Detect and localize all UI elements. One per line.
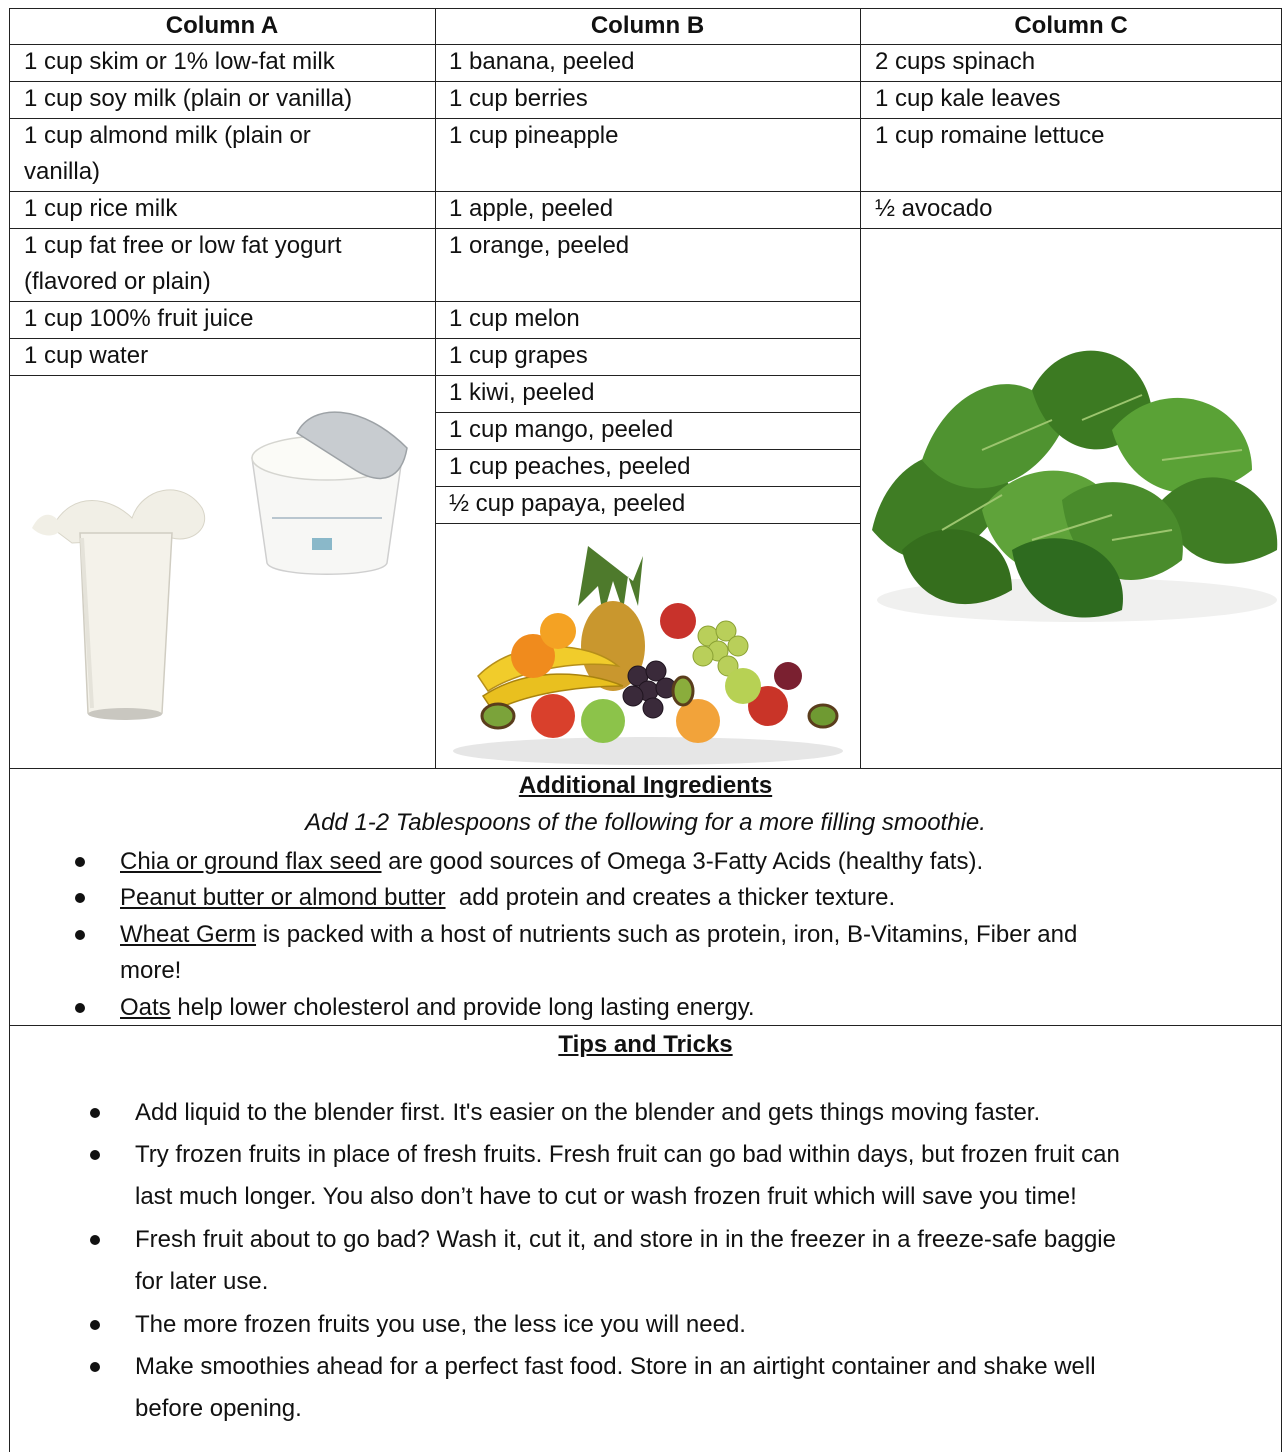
column-b-item: 1 cup mango, peeled [449,416,674,443]
tip-text: The more frozen fruits you use, the less ice you will need. [135,1311,746,1338]
kiwi [673,677,693,705]
list-item [135,1346,1096,1430]
spinach-leaves [872,351,1277,618]
ingredient-term: Oats [120,994,171,1021]
bullet-icon [90,1320,100,1330]
ingredient-term: Wheat Germ [120,921,257,948]
list-item [120,880,895,916]
list-item [135,1134,1120,1218]
list-item [135,1304,746,1346]
red-apple [531,694,575,738]
green-grapes [693,621,748,676]
column-b-item: 1 kiwi, peeled [449,379,595,406]
bullet-icon [75,893,85,903]
ingredient-text: is packed with a host of nutrients such as protein, iron, B-Vitamins, Fiber and [256,921,1078,948]
column-a-item: 1 cup fat free or low fat yogurt [24,232,342,259]
row-rule-c [860,228,1282,229]
column-b-item: ½ cup papaya, peeled [449,490,686,517]
column-c-header: Column C [1014,12,1128,39]
col-divider-ab [435,8,436,768]
orange [540,613,576,649]
kiwi [482,704,514,728]
column-b-item: 1 cup pineapple [449,122,619,149]
bullet-icon [75,857,85,867]
list-item [120,844,983,880]
column-b-item: 1 cup melon [449,305,580,332]
bullet-icon [75,930,85,940]
additional-ingredients-subtitle: Add 1-2 Tablespoons of the following for a more filling smoothie. [305,809,986,836]
row-rule-b [435,523,860,524]
tip-text: last much longer. You also don’t have to cut or wash frozen fruit which will save you time! [135,1183,1077,1210]
bullet-icon [75,1003,85,1013]
column-a-item: 1 cup almond milk (plain or [24,122,311,149]
column-b-item: 1 cup berries [449,85,588,112]
tip-text: for later use. [135,1268,269,1295]
ingredient-term: Peanut butter or almond butter [120,884,446,911]
kiwi [809,705,837,727]
list-item [120,917,1077,989]
column-a-item: 1 cup 100% fruit juice [24,305,254,332]
ingredient-term: Chia or ground flax seed [120,848,382,875]
row-rule-a [9,375,435,376]
column-a-header: Column A [165,12,279,39]
table-bottom-rule [9,768,1282,769]
column-b-item: 1 banana, peeled [449,48,635,75]
column-b-header: Column B [590,12,705,39]
bullet-icon [90,1108,100,1118]
column-c-item: 1 cup kale leaves [875,85,1061,112]
bullet-icon [90,1150,100,1160]
ingredient-text: are good sources of Omega 3-Fatty Acids (healthy fats). [381,848,984,875]
ingredient-text: more! [120,957,182,984]
column-a-item: 1 cup water [24,342,149,369]
column-b-item: 1 cup peaches, peeled [449,453,691,480]
column-c-item: ½ avocado [875,195,993,222]
red-apple [660,603,696,639]
tip-text: Try frozen fruits in place of fresh fruits. Fresh fruit can go bad within days, but frozen fruit can [135,1141,1120,1168]
bullet-icon [90,1235,100,1245]
tip-text: Make smoothies ahead for a perfect fast food. Store in an airtight container and shake well [135,1353,1096,1380]
dark-grapes [623,661,676,718]
column-c-item: 2 cups spinach [875,48,1036,75]
milk-glass [80,533,172,718]
bullet-icon [90,1362,100,1372]
column-b-item: 1 cup grapes [449,342,588,369]
list-item [135,1092,1040,1134]
column-b-item: 1 apple, peeled [449,195,614,222]
column-a-item: (flavored or plain) [24,268,211,295]
tips-title: Tips and Tricks [558,1031,733,1058]
column-a-item: 1 cup soy milk (plain or vanilla) [24,85,353,112]
column-a-item: vanilla) [24,158,101,185]
additional-ingredients-title: Additional Ingredients [518,772,773,799]
list-item [135,1219,1116,1303]
milk-yogurt-image [12,378,432,766]
list-item [120,990,755,1026]
col-divider-bc [860,8,861,768]
column-c-item: 1 cup romaine lettuce [875,122,1105,149]
column-a-item: 1 cup skim or 1% low-fat milk [24,48,335,75]
green-apple [581,699,625,743]
ingredient-text: help lower cholesterol and provide long lasting energy. [170,994,755,1021]
milk-splash-drop [32,515,62,536]
fruit-pile-image [438,526,858,766]
plum [774,662,802,690]
ingredient-text: add protein and creates a thicker texture. [445,884,896,911]
tip-text: Fresh fruit about to go bad? Wash it, cut it, and store in in the freezer in a freeze-safe baggie [135,1226,1116,1253]
green-apple [725,668,761,704]
column-a-item: 1 cup rice milk [24,195,178,222]
tip-text: before opening. [135,1395,302,1422]
column-b-item: 1 orange, peeled [449,232,630,259]
tip-text: Add liquid to the blender first. It's easier on the blender and gets things moving faster. [135,1099,1041,1126]
spinach-image [862,300,1282,660]
